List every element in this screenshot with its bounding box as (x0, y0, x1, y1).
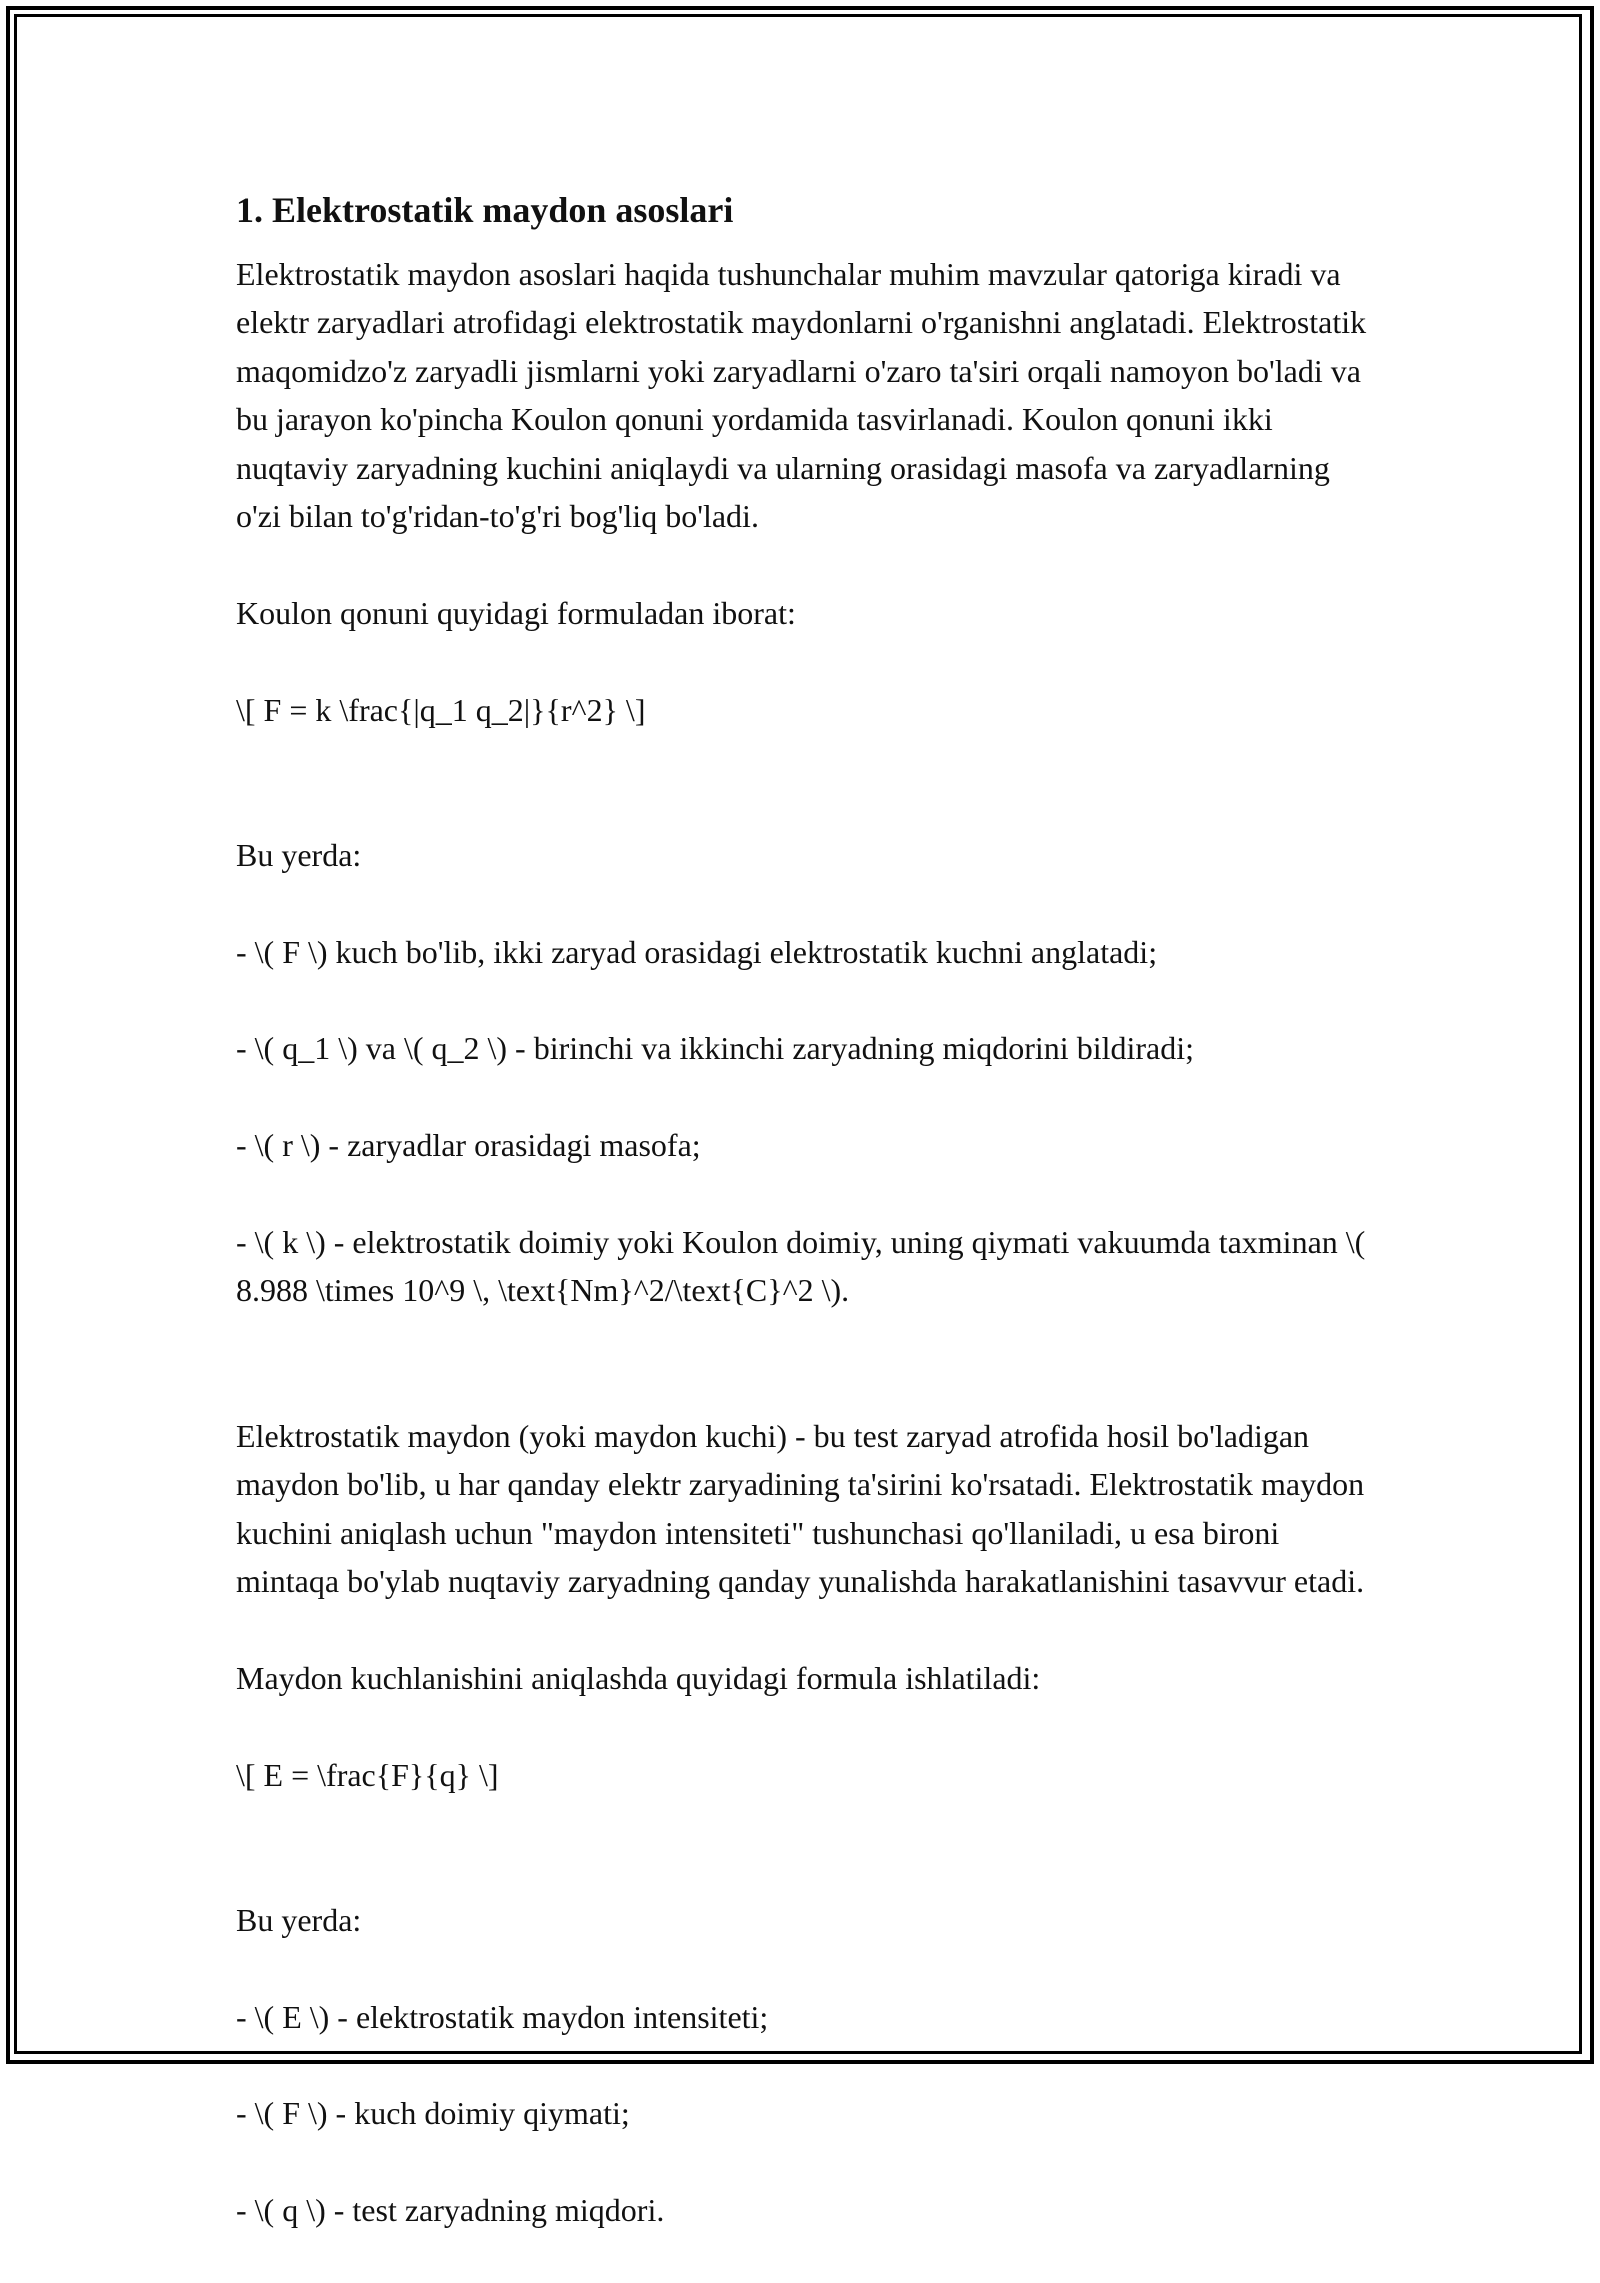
field-intro-text: Maydon kuchlanishini aniqlashda quyidagi formula ishlatiladi: (236, 1659, 1041, 1696)
where-label: Bu yerda: (236, 836, 362, 873)
field-formula: \[ E = \frac{F}{q} \] (236, 1756, 499, 1793)
definition-item: - \( F \) kuch bo'lib, ikki zaryad orasidagi elektrostatik kuchni anglatadi; (236, 933, 1158, 970)
definition-item: - \( r \) - zaryadlar orasidagi masofa; (236, 1127, 701, 1164)
definition-item: - \( E \) - elektrostatik maydon intensiteti; (236, 1998, 769, 2035)
definition-item: - \( k \) - elektrostatik doimiy yoki Koulon doimiy, uning qiymati vakuumda taxminan \( 8.988 \times 10^9 \, \text{Nm}^2/\text{C}^2 \). (236, 1224, 1366, 1309)
document-body (236, 186, 1376, 2283)
section-heading: 1. Elektrostatik maydon asoslari (236, 190, 734, 230)
field-paragraph: Elektrostatik maydon (yoki maydon kuchi) - bu test zaryad atrofida hosil bo'ladigan maydon bo'lib, u har qanday elektr zaryadining ta'sirini ko'rsatadi. Elektrostatik maydon kuchini aniqlash uchun "maydon intensiteti" tushunchasi qo'llaniladi, u esa bironi mintaqa bo'ylab nuqtaviy zaryadning qanday yunalishda harakatlanishini tasavvur etadi. (236, 1417, 1365, 1599)
intro-paragraph: Elektrostatik maydon asoslari haqida tushunchalar muhim mavzular qatoriga kiradi va elektr zaryadlari atrofidagi elektrostatik maydonlarni o'rganishni anglatadi. Elektrostatik maqomidzo'z zaryadli jismlarni yoki zaryadlarni o'zaro ta'siri orqali namoyon bo'ladi va bu jarayon ko'pincha Koulon qonuni yordamida tasvirlanadi. Koulon qonuni ikki nuqtaviy zaryadning kuchini aniqlaydi va ularning orasidagi masofa va zaryadlarning o'zi bilan to'g'ridan-to'g'ri bog'liq bo'ladi. (236, 256, 1367, 535)
coulomb-formula: \[ F = k \frac{|q_1 q_2|}{r^2} \] (236, 691, 646, 728)
definition-item: - \( F \) - kuch doimiy qiymati; (236, 2095, 630, 2132)
where-label: Bu yerda: (236, 1901, 362, 1938)
field-definitions (236, 1847, 1376, 2283)
coulomb-intro-text: Koulon qonuni quyidagi formuladan iborat: (236, 594, 796, 631)
definition-item: - \( q_1 \) va \( q_2 \) - birinchi va ikkinchi zaryadning miqdorini bildiradi; (236, 1030, 1194, 1067)
coulomb-definitions (236, 782, 1376, 1363)
definition-item: - \( q \) - test zaryadning miqdori. (236, 2192, 665, 2229)
